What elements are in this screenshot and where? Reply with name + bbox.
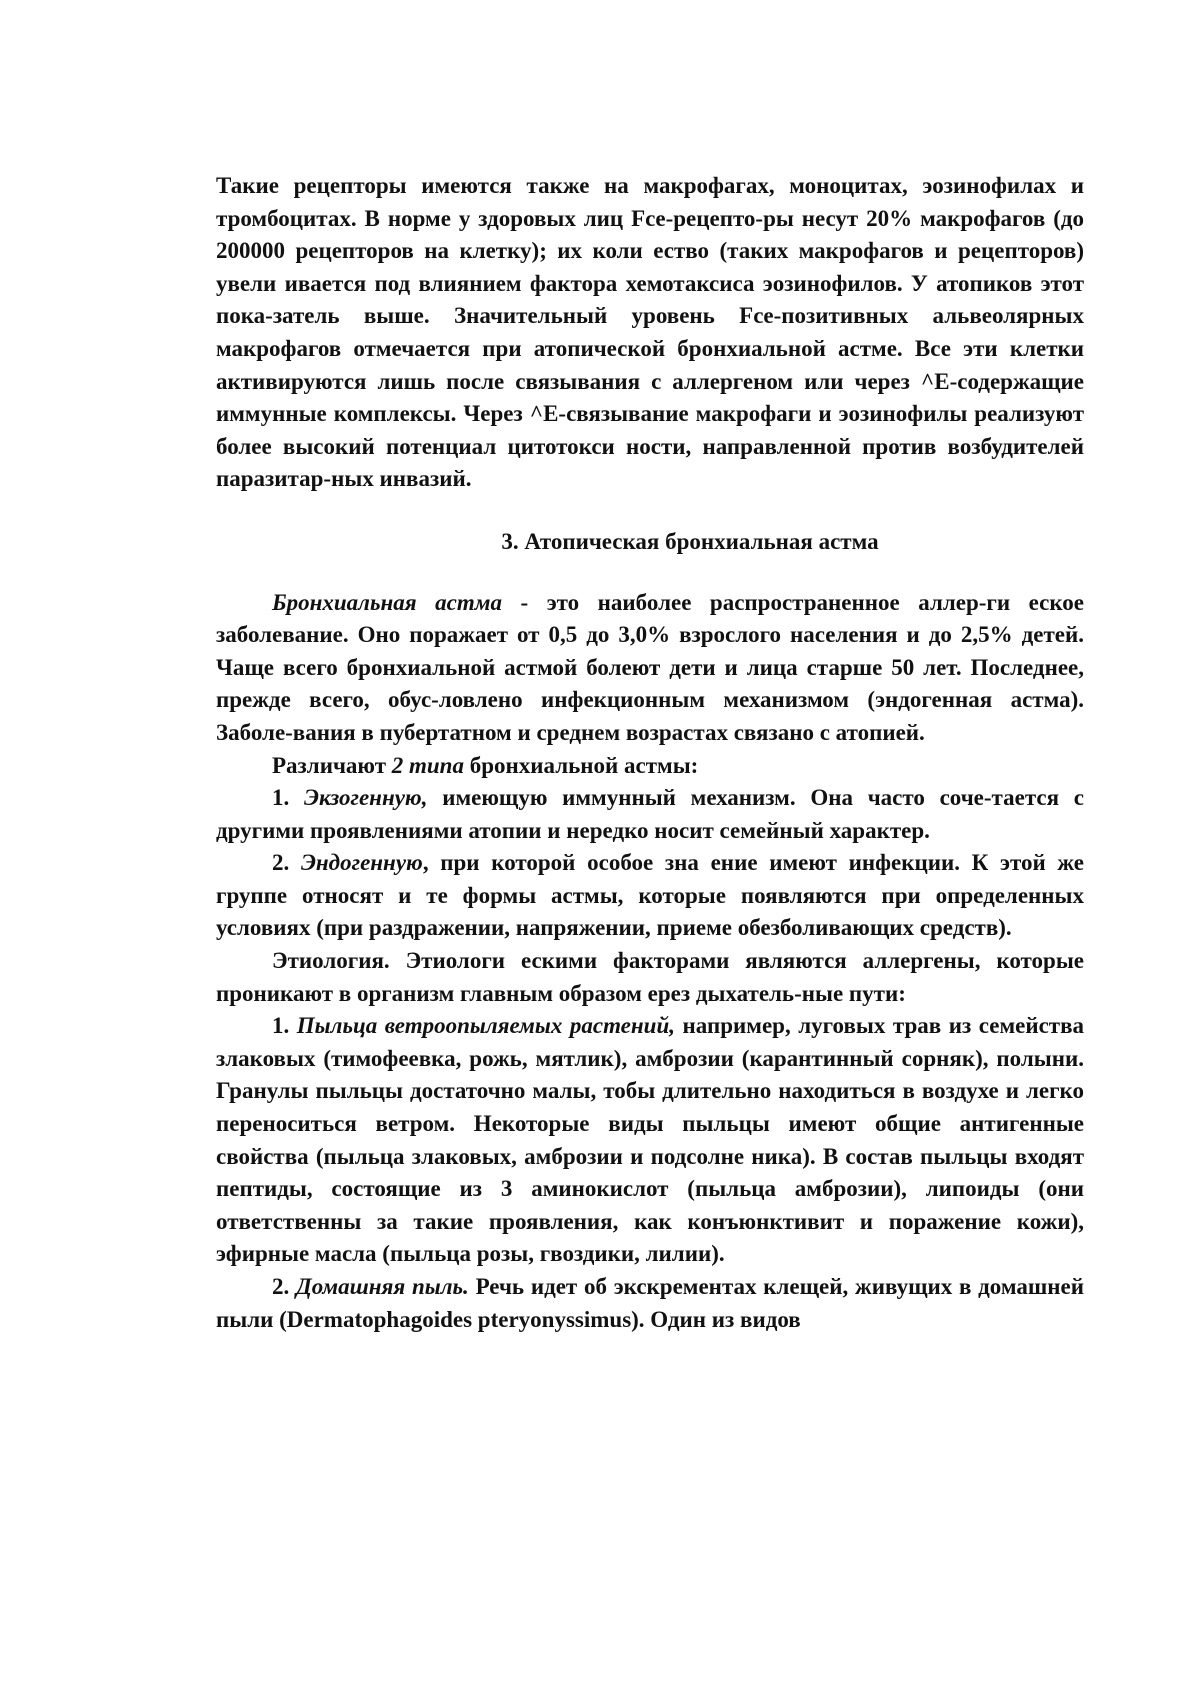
term-asthma: Бронхиальная астма <box>272 589 502 615</box>
list-number: 1. <box>272 1013 297 1039</box>
paragraph-types-intro <box>216 750 1084 783</box>
paragraph-asthma-text: - это наиболее распространенное аллер-ги еское заболевание. Оно поражает от 0,5 до 3,0% взрослого населения и до 2,5% детей. Чаще всего бронхиальной астмой болеют дети и лица старше 50 лет. Последнее, прежде всего, обус-ловлено инфекционным механизмом (эндогенная астма). Заболе-вания в пубертатном и среднем возрастах связано с атопией. <box>216 589 1085 745</box>
document-page <box>216 170 1084 1336</box>
list-number: 2. <box>272 850 301 876</box>
list-item-text: например, луговых трав из семейства злаковых (тимофеевка, рожь, мятлик), амброзии (карантинный сорняк), полыни. Гранулы пыльцы достаточно малы, тобы длительно находиться в воздухе и легко переноситься ветром. Некоторые виды пыльцы имеют общие антигенные свойства (пыльца злаковых, амброзии и подсолне ника). В состав пыльцы входят пептиды, состоящие из 3 аминокислот (пыльца амброзии), липоиды (они ответственны за такие проявления, как конъюнктивит и поражение кожи), эфирные масла (пыльца розы, гвоздики, лилии). <box>216 1013 1085 1267</box>
term-house-dust: Домашняя пыль. <box>296 1274 469 1299</box>
list-item-pollen <box>216 1010 1084 1271</box>
paragraph-etiology: Этиология. Этиологи ескими факторами являются аллергены, которые проникают в организм главным образом ерез дыхатель-ные пути: <box>216 948 1084 1006</box>
types-intro-after: бронхиальной астмы: <box>463 752 699 778</box>
term-pollen: Пыльца ветроопыляемых растений, <box>296 1013 675 1039</box>
types-intro-before: Различают <box>272 752 392 778</box>
list-item-exogenous <box>216 782 1084 847</box>
list-number: 2. <box>272 1274 297 1299</box>
paragraph-asthma-definition <box>216 587 1084 750</box>
section-heading: 3. Атопическая бронхиальная астма <box>501 528 879 554</box>
paragraph-receptors: Такие рецепторы имеются также на макрофагах, моноцитах, эозинофилах и тромбоцитах. В норме у здоровых лиц Fce-рецепто-ры несут 20% макрофагов (до 200000 рецепторов на клетку); их коли ество (таких макрофагов и рецепторов) увели ивается под влиянием фактора хемотаксиса эозинофилов. У атопиков этот пока-затель выше. Значительный уровень Fce-позитивных альвеолярных макрофагов отмечается при атопической бронхиальной астме. Все эти клетки активируются лишь после связывания с аллергеном или через ^Е-содержащие иммунные комплексы. Через ^Е-связывание макрофаги и эозинофилы реализуют более высокий потенциал цитотокси ности, направленной против возбудителей паразитар-ных инвазий. <box>216 173 1084 492</box>
list-item-text: Речь идет об экскрементах клещей, живущих в домашней пыли (Dermatophagoides pteryonyssimus). Один из видов <box>216 1274 1085 1332</box>
list-item-text: имеющую иммунный механизм. Она часто соче-тается с другими проявлениями атопии и нередко носит семейный характер. <box>216 785 1085 843</box>
list-item-endogenous <box>216 847 1084 945</box>
types-intro-em: 2 типа <box>391 752 464 778</box>
term-endogenous: Эндогенную <box>300 850 423 876</box>
list-number: 1. <box>272 785 304 811</box>
list-item-house-dust <box>216 1271 1084 1336</box>
list-item-text: , при которой особое зна ение имеют инфекции. К этой же группе относят и те формы астмы, которые появляются при определенных условиях (при раздражении, напряжении, приеме обезболивающих средств). <box>216 850 1084 941</box>
term-exogenous: Экзогенную, <box>303 785 428 811</box>
